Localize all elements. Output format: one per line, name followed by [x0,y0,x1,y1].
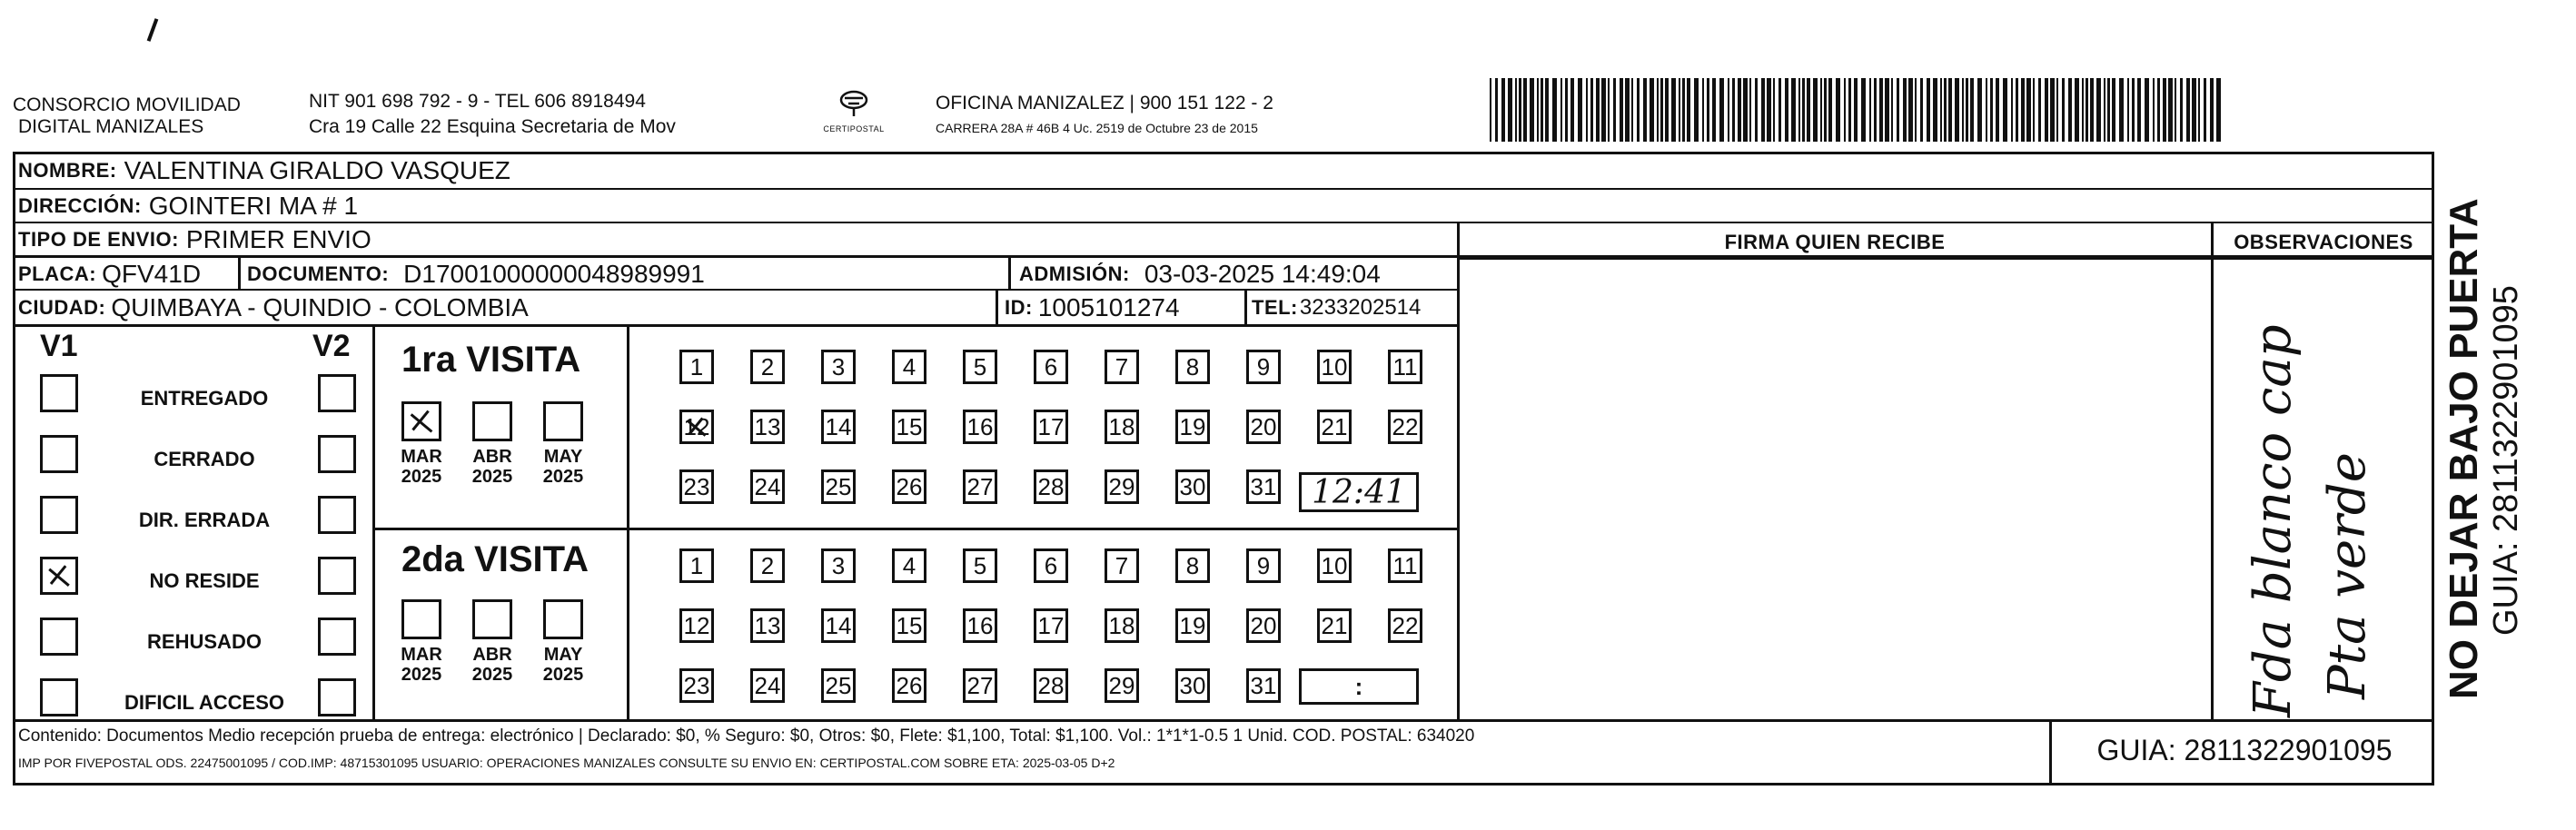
visit1-day-box[interactable]: 11 [1388,350,1422,384]
logo-icon [817,87,890,120]
visit2-day-box[interactable]: 27 [963,668,997,703]
plate-cell [18,258,201,290]
document-label: DOCUMENTO: [247,262,390,285]
barcode-bar [1962,78,1964,142]
barcode-bar [1541,78,1543,142]
barcode-bar [2045,78,2048,142]
barcode-bar [1970,78,1974,142]
visit1-day-box[interactable]: 28 [1034,469,1068,504]
visit2-day-box[interactable]: 13 [750,608,785,643]
visit2-month-label: MAY 2025 [542,645,584,685]
name-label: NOMBRE: [18,159,117,182]
visit1-day-box[interactable]: 25 [821,469,856,504]
send-type-label: TIPO DE ENVIO: [18,227,179,251]
certipostal-logo [817,87,890,142]
status-label: DIR. ERRADA [138,509,271,531]
visit1-title: 1ra VISITA [401,340,581,380]
visit1-month-checkbox[interactable] [401,401,441,441]
visit2-day-box[interactable]: 3 [821,548,856,583]
barcode-bar [1955,78,1959,142]
check-mark-icon [43,559,75,592]
barcode-bar [2198,78,2200,142]
visit1-day-box[interactable]: 24 [750,469,785,504]
send-type-value: PRIMER ENVIO [185,224,372,253]
barcode-bar [1767,78,1771,142]
visit1-day-box[interactable]: 17 [1034,410,1068,444]
visit1-day-box[interactable]: 12 [679,410,714,444]
visit1-day-box[interactable]: 14 [821,410,856,444]
address-label: DIRECCIÓN: [18,193,142,217]
barcode-bar [2090,78,2094,142]
company-line-2: DIGITAL MANIZALES [18,116,204,137]
barcode-bar [2145,78,2149,142]
visit1-month-checkbox[interactable] [472,401,512,441]
visit2-day-box[interactable]: 6 [1034,548,1068,583]
visit2-day-box[interactable]: 8 [1175,548,1210,583]
barcode-bar [1828,78,1832,142]
barcode-bar [2137,78,2141,142]
footer-content: Contenido: Documentos Medio recepción prueba de entrega: electrónico | Declarado: $0, % Seguro: $0, Otros: $0, Flete: $1,100, Total: $1,100. Vol.: 1*1*1-0.5 1 Unid. COD. POSTAL: 634020 [18,726,1475,746]
barcode-bar [1798,78,1800,142]
barcode-bar [1586,78,1588,142]
visit2-day-box[interactable]: 22 [1388,608,1422,643]
visit1-day-box[interactable]: 10 [1317,350,1352,384]
admission-value: 03-03-2025 14:49:04 [1144,259,1381,288]
barcode-bar [1755,78,1758,142]
barcode-bar [2050,78,2055,142]
visit1-day-box[interactable]: 18 [1105,410,1139,444]
status-v2-checkbox[interactable] [318,435,356,473]
visit2-day-box[interactable]: 18 [1105,608,1139,643]
barcode-bar [1530,78,1534,142]
barcode-bar [2192,78,2196,142]
visit2-day-box[interactable]: 30 [1175,668,1210,703]
address-row [18,189,358,222]
tel-value: 3233202514 [1299,295,1422,320]
visit1-day-box[interactable]: 4 [892,350,926,384]
barcode-bar [2157,78,2160,142]
barcode-bar [1657,78,1659,142]
barcode-bar [1807,78,1810,142]
send-type-row [18,222,372,256]
barcode-bar [1920,78,1923,142]
status-v2-checkbox[interactable] [318,618,356,656]
visit2-day-box[interactable]: 12 [679,608,714,643]
plate-value: QFV41D [102,259,202,288]
visit1-month-checkbox[interactable] [543,401,583,441]
visit1-day-box[interactable]: 7 [1105,350,1139,384]
tel-label: TEL: [1252,296,1298,319]
barcode-bar [2021,78,2025,142]
barcode-bar [1523,78,1527,142]
barcode-bar [1519,78,1521,142]
barcode-bar [1650,78,1654,142]
tel-cell [1252,291,1421,325]
barcode-bar [1728,78,1729,142]
barcode-bar [1707,78,1709,142]
barcode-bar [2038,78,2041,142]
barcode-bar [1869,78,1871,142]
barcode-bar [1738,78,1741,142]
barcode-bar [2062,78,2065,142]
barcode-bar [1966,78,1968,142]
barcode-bar [1874,78,1877,142]
signature-label: FIRMA QUIEN RECIBE [1724,231,1946,253]
v1-label: V1 [40,329,78,363]
side-warning: NO DEJAR BAJO PUERTA [2442,198,2486,699]
barcode-bar [1879,78,1883,142]
visit2-day-box[interactable]: 2 [750,548,785,583]
visit1-day-box[interactable]: 29 [1105,469,1139,504]
status-v1-checkbox[interactable] [40,496,78,534]
barcode-bar [2104,78,2105,142]
barcode-bar [2216,78,2221,142]
barcode-bar [1848,78,1851,142]
plate-label: PLACA: [18,262,97,285]
visit2-day-box[interactable]: 24 [750,668,785,703]
visit1-time: 12:41 [1312,473,1406,511]
status-label: DIFICIL ACCESO [124,691,284,714]
address-line: Cra 19 Calle 22 Esquina Secretaria de Mov [309,116,676,137]
status-v2-checkbox[interactable] [318,557,356,595]
visit2-day-box[interactable]: 10 [1317,548,1352,583]
visit2-day-box[interactable]: 31 [1246,668,1281,703]
barcode-bar [1508,78,1512,142]
office-address: CARRERA 28A # 46B 4 Uc. 2519 de Octubre 23 de 2015 [936,121,1258,135]
visit2-day-box[interactable]: 7 [1105,548,1139,583]
office-line: OFICINA MANIZALEZ | 900 151 122 - 2 [936,93,1273,114]
barcode-bar [2132,78,2135,142]
visit2-month-label: MAR 2025 [401,645,442,685]
visit1-day-box[interactable]: 31 [1246,469,1281,504]
visit1-day-box[interactable]: 2 [750,350,785,384]
visit1-time-box[interactable] [1299,472,1419,512]
barcode-bar [2210,78,2214,142]
barcode-bar [1596,78,1600,142]
barcode-bar [2068,78,2072,142]
barcode-bar [1560,78,1562,142]
footer-print-info: IMP POR FIVEPOSTAL ODS. 22475001095 / COD.IMP: 48715301095 USUARIO: OPERACIONES MANIZALES CONSULTE SU ENVIO EN: CERTIPOSTAL.COM SOBRE ETA: 2025-03-05 D+2 [18,756,1115,770]
barcode-bar [1613,78,1616,142]
barcode-bar [1671,78,1676,142]
visit2-day-box[interactable]: 14 [821,608,856,643]
visit1-day-box[interactable]: 30 [1175,469,1210,504]
city-value: QUIMBAYA - QUINDIO - COLOMBIA [111,293,529,321]
visit2-time: : [1354,672,1363,700]
barcode-bar [1694,78,1699,142]
visit1-month-label: ABR 2025 [471,447,513,487]
visit2-day-box[interactable]: 21 [1317,608,1352,643]
barcode-bar [1570,78,1574,142]
barcode-bar [2096,78,2101,142]
barcode-bar [2082,78,2084,142]
barcode-bar [1927,78,1930,142]
barcode-bar [1625,78,1630,142]
visit2-day-box[interactable]: 5 [963,548,997,583]
office-info [936,93,1273,136]
city-cell [18,291,529,325]
barcode-bar [1732,78,1735,142]
barcode-bar [2075,78,2079,142]
barcode-bar [1578,78,1582,142]
barcode-bar [1687,78,1690,142]
company-line-1: CONSORCIO MOVILIDAD [13,94,241,115]
barcode-bar [1545,78,1549,142]
visit2-day-box[interactable]: 29 [1105,668,1139,703]
barcode-bar [1802,78,1805,142]
document-cell [247,258,705,290]
barcode-bar [1601,78,1606,142]
document-value: D17001000000048989991 [403,259,705,288]
status-v2-checkbox[interactable] [318,374,356,412]
visit1-day-box[interactable]: 20 [1246,410,1281,444]
logo-text: CERTIPOSTAL [823,124,885,133]
status-v2-checkbox[interactable] [318,678,356,716]
barcode-bar [2204,78,2206,142]
barcode-bar [1891,78,1893,142]
observations-label: OBSERVACIONES [2234,231,2413,253]
barcode-bar [2163,78,2166,142]
status-v2-checkbox[interactable] [318,496,356,534]
barcode-bar [1702,78,1704,142]
status-v1-checkbox[interactable] [40,618,78,656]
barcode-bar [1552,78,1557,142]
barcode-bar [1749,78,1751,142]
barcode-bar [1490,78,1491,142]
barcode-bar [1885,78,1889,142]
visit1-day-box[interactable]: 13 [750,410,785,444]
barcode-bar [1977,78,1982,142]
barcode-bar [2107,78,2110,142]
id-value: 1005101274 [1037,293,1180,321]
visit1-month-label: MAR 2025 [401,447,442,487]
name-row [18,153,510,189]
city-label: CIUDAD: [18,296,106,319]
barcode-bar [1854,78,1858,142]
barcode-bar [2016,78,2018,142]
status-v1-checkbox[interactable] [40,678,78,716]
barcode-bar [2168,78,2173,142]
barcode-bar [1836,78,1840,142]
barcode-bar [1785,78,1788,142]
barcode-bar [1986,78,1987,142]
visit1-day-box[interactable]: 19 [1175,410,1210,444]
barcode-bar [1915,78,1917,142]
visit2-month-checkbox[interactable] [543,599,583,639]
barcode-bar [1903,78,1907,142]
status-label: CERRADO [154,448,255,470]
visit1-day-box[interactable]: 15 [892,410,926,444]
barcode-graphic [1490,78,2225,142]
barcode-bar [1643,78,1647,142]
barcode-bar [1660,78,1663,142]
barcode-bar [2011,78,2013,142]
barcode-bar [1682,78,1685,142]
barcode [1490,78,2225,142]
visit1-day-box[interactable]: 21 [1317,410,1352,444]
barcode-bar [1778,78,1781,142]
status-v1-checkbox[interactable] [40,557,78,595]
barcode-bar [1761,78,1765,142]
status-label: ENTREGADO [140,387,269,410]
barcode-bar [1820,78,1822,142]
visit1-day-box[interactable]: 5 [963,350,997,384]
observation-handwritten-1: Fda blanco cap [2244,324,2303,717]
barcode-bar [2127,78,2129,142]
side-guia: GUIA: 2811322901095 [2487,285,2525,636]
visit2-day-box[interactable]: 26 [892,668,926,703]
barcode-bar [1897,78,1899,142]
pen-mark [147,18,159,42]
barcode-bar [1743,78,1748,142]
visit1-day-box[interactable]: 8 [1175,350,1210,384]
barcode-bar [2175,78,2176,142]
visit2-title: 2da VISITA [401,539,589,579]
visit2-month-label: ABR 2025 [471,645,513,685]
barcode-bar [1565,78,1568,142]
barcode-bar [1940,78,1942,142]
barcode-bar [2180,78,2183,142]
barcode-bar [1948,78,1952,142]
barcode-bar [2153,78,2155,142]
visit1-month-label: MAY 2025 [542,447,584,487]
visit2-day-box[interactable]: 28 [1034,668,1068,703]
name-value: VALENTINA GIRALDO VASQUEZ [124,156,510,184]
visit1-day-box[interactable]: 16 [963,410,997,444]
barcode-bar [2033,78,2035,142]
address-value: GOINTERI MA # 1 [148,191,359,220]
barcode-bar [2026,78,2031,142]
visit2-day-box[interactable]: 19 [1175,608,1210,643]
visit1-day-box[interactable]: 27 [963,469,997,504]
id-label: ID: [1005,296,1033,319]
check-mark-icon [682,412,711,441]
status-label: NO RESIDE [149,569,260,592]
barcode-bar [1719,78,1724,142]
barcode-bar [1537,78,1539,142]
visit2-day-box[interactable]: 1 [679,548,714,583]
footer-guia: GUIA: 2811322901095 [2096,734,2393,766]
barcode-bar [1791,78,1796,142]
visit2-day-box[interactable]: 23 [679,668,714,703]
barcode-bar [1501,78,1505,142]
barcode-bar [1773,78,1775,142]
barcode-bar [2056,78,2058,142]
visit2-day-box[interactable]: 4 [892,548,926,583]
barcode-bar [1861,78,1866,142]
barcode-bar [1990,78,1993,142]
visit2-month-checkbox[interactable] [472,599,512,639]
barcode-bar [1813,78,1818,142]
barcode-bar [2119,78,2124,142]
check-mark-icon [404,404,439,439]
barcode-bar [1679,78,1680,142]
visit2-month-checkbox[interactable] [401,599,441,639]
barcode-bar [1844,78,1846,142]
visit1-day-box[interactable]: 26 [892,469,926,504]
barcode-bar [2186,78,2190,142]
visit1-day-box[interactable]: 1 [679,350,714,384]
nit-line: NIT 901 698 792 - 9 - TEL 606 8918494 [309,91,646,112]
barcode-bar [2003,78,2007,142]
status-v1-checkbox[interactable] [40,435,78,473]
barcode-bar [1712,78,1716,142]
id-cell [1005,291,1180,325]
visit1-day-box[interactable]: 23 [679,469,714,504]
barcode-bar [1933,78,1937,142]
barcode-bar [1944,78,1947,142]
status-v1-checkbox[interactable] [40,374,78,412]
visit2-day-box[interactable]: 20 [1246,608,1281,643]
visit1-day-box[interactable]: 22 [1388,410,1422,444]
v2-label: V2 [312,329,351,363]
barcode-bar [1665,78,1669,142]
admission-cell [1019,258,1381,290]
company-info [309,91,676,138]
barcode-bar [1608,78,1610,142]
barcode-bar [1515,78,1517,142]
barcode-bar [1631,78,1633,142]
barcode-bar [2086,78,2088,142]
barcode-bar [2112,78,2115,142]
visit1-day-box[interactable]: 9 [1246,350,1281,384]
barcode-bar [1996,78,1999,142]
status-label: REHUSADO [147,630,262,653]
barcode-bar [1824,78,1827,142]
barcode-bar [1908,78,1913,142]
visit1-day-box[interactable]: 3 [821,350,856,384]
visit2-day-box[interactable]: 9 [1246,548,1281,583]
barcode-bar [1590,78,1593,142]
admission-label: ADMISIÓN: [1019,262,1130,285]
company-name [13,94,241,138]
visit2-time-box[interactable] [1299,668,1419,705]
visit1-day-box[interactable]: 6 [1034,350,1068,384]
visit2-day-box[interactable]: 15 [892,608,926,643]
visit2-day-box[interactable]: 25 [821,668,856,703]
barcode-bar [1637,78,1640,142]
barcode-bar [1495,78,1498,142]
barcode-bar [1620,78,1623,142]
observation-handwritten-2: Pta verde [2318,452,2377,699]
visit2-day-box[interactable]: 11 [1388,548,1422,583]
visit2-day-box[interactable]: 17 [1034,608,1068,643]
visit2-day-box[interactable]: 16 [963,608,997,643]
